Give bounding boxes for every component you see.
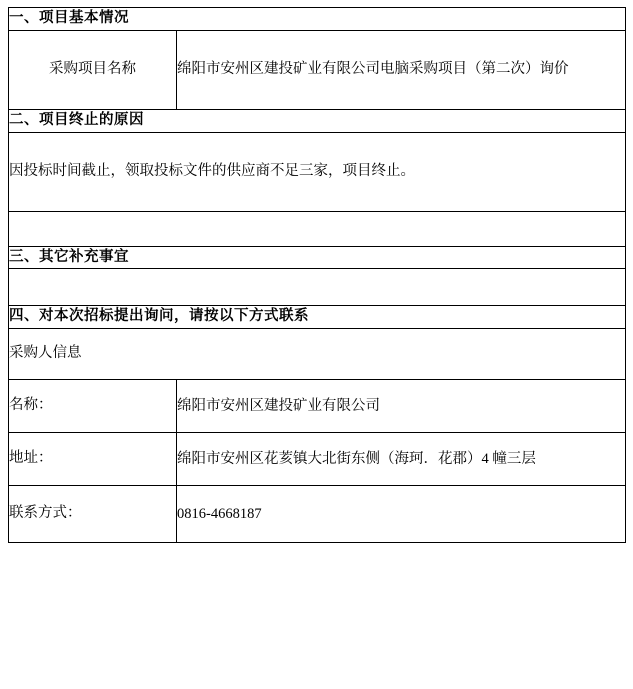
section-4-title: 四、对本次招标提出询问，请按以下方式联系 <box>9 306 626 329</box>
section-1-title: 一、项目基本情况 <box>9 8 626 31</box>
buyer-address-label: 地址： <box>9 433 177 486</box>
buyer-contact-row <box>9 486 626 543</box>
blank-cell-2 <box>9 269 626 306</box>
section-3-header-row <box>9 246 626 269</box>
buyer-address-row <box>9 433 626 486</box>
section-2-header-row <box>9 109 626 132</box>
buyer-contact-value: 0816-4668187 <box>177 486 626 543</box>
document-table <box>8 7 626 543</box>
blank-row-1 <box>9 211 626 246</box>
blank-row-2 <box>9 269 626 306</box>
buyer-info-row <box>9 329 626 380</box>
project-name-row <box>9 30 626 109</box>
buyer-name-row <box>9 380 626 433</box>
termination-reason-row <box>9 132 626 211</box>
section-1-header-row <box>9 8 626 31</box>
buyer-name-value: 绵阳市安州区建投矿业有限公司 <box>177 380 626 433</box>
section-3-title: 三、其它补充事宜 <box>9 246 626 269</box>
buyer-contact-label: 联系方式： <box>9 486 177 543</box>
blank-cell-1 <box>9 211 626 246</box>
termination-reason-text: 因投标时间截止，领取投标文件的供应商不足三家，项目终止。 <box>9 132 626 211</box>
buyer-address-value: 绵阳市安州区花荄镇大北街东侧（海珂．花郡）4 幢三层 <box>177 433 626 486</box>
buyer-info-label: 采购人信息 <box>9 329 626 380</box>
project-name-value: 绵阳市安州区建投矿业有限公司电脑采购项目（第二次）询价 <box>177 30 626 109</box>
section-2-title: 二、项目终止的原因 <box>9 109 626 132</box>
project-name-label: 采购项目名称 <box>9 30 177 109</box>
section-4-header-row <box>9 306 626 329</box>
buyer-name-label: 名称： <box>9 380 177 433</box>
document-page <box>0 7 633 689</box>
